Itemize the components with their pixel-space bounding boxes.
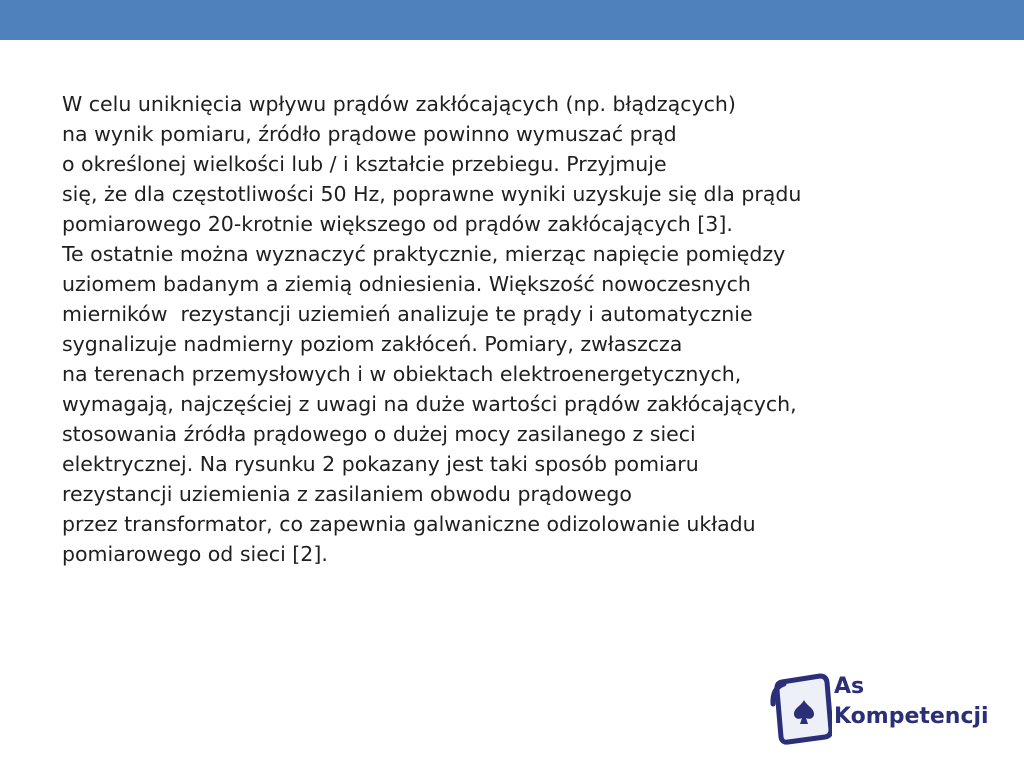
logo-wordmark xyxy=(834,672,989,732)
top-accent-bar xyxy=(0,0,1024,40)
text-line: wymagają, najczęściej z uwagi na duże wartości prądów zakłócających, xyxy=(62,392,797,416)
text-line: pomiarowego 20-krotnie większego od prądów zakłócających [3]. xyxy=(62,212,733,236)
spade-card-icon xyxy=(768,668,832,748)
as-kompetencji-logo xyxy=(768,668,1008,748)
text-line: rezystancji uziemienia z zasilaniem obwodu prądowego xyxy=(62,482,632,506)
text-line: W celu uniknięcia wpływu prądów zakłócających (np. błądzących) xyxy=(62,92,736,116)
text-line: na terenach przemysłowych i w obiektach elektroenergetycznych, xyxy=(62,362,742,386)
text-line: elektrycznej. Na rysunku 2 pokazany jest taki sposób pomiaru xyxy=(62,452,699,476)
text-line: pomiarowego od sieci [2]. xyxy=(62,542,328,566)
logo-line-2: Kompetencji xyxy=(834,704,989,729)
text-line: uziomem badanym a ziemią odniesienia. Większość nowoczesnych xyxy=(62,272,751,296)
text-line: o określonej wielkości lub / i kształcie przebiegu. Przyjmuje xyxy=(62,152,667,176)
text-line: Te ostatnie można wyznaczyć praktycznie, mierząc napięcie pomiędzy xyxy=(62,242,786,266)
text-line: stosowania źródła prądowego o dużej mocy zasilanego z sieci xyxy=(62,422,696,446)
text-line: na wynik pomiaru, źródło prądowe powinno wymuszać prąd xyxy=(62,122,677,146)
text-line: sygnalizuje nadmierny poziom zakłóceń. Pomiary, zwłaszcza xyxy=(62,332,683,356)
logo-line-1: As xyxy=(834,674,865,699)
text-line: się, że dla częstotliwości 50 Hz, poprawne wyniki uzyskuje się dla prądu xyxy=(62,182,802,206)
slide-body-text xyxy=(62,89,1002,569)
text-line: przez transformator, co zapewnia galwaniczne odizolowanie układu xyxy=(62,512,756,536)
text-line: mierników rezystancji uziemień analizuje te prądy i automatycznie xyxy=(62,302,753,326)
